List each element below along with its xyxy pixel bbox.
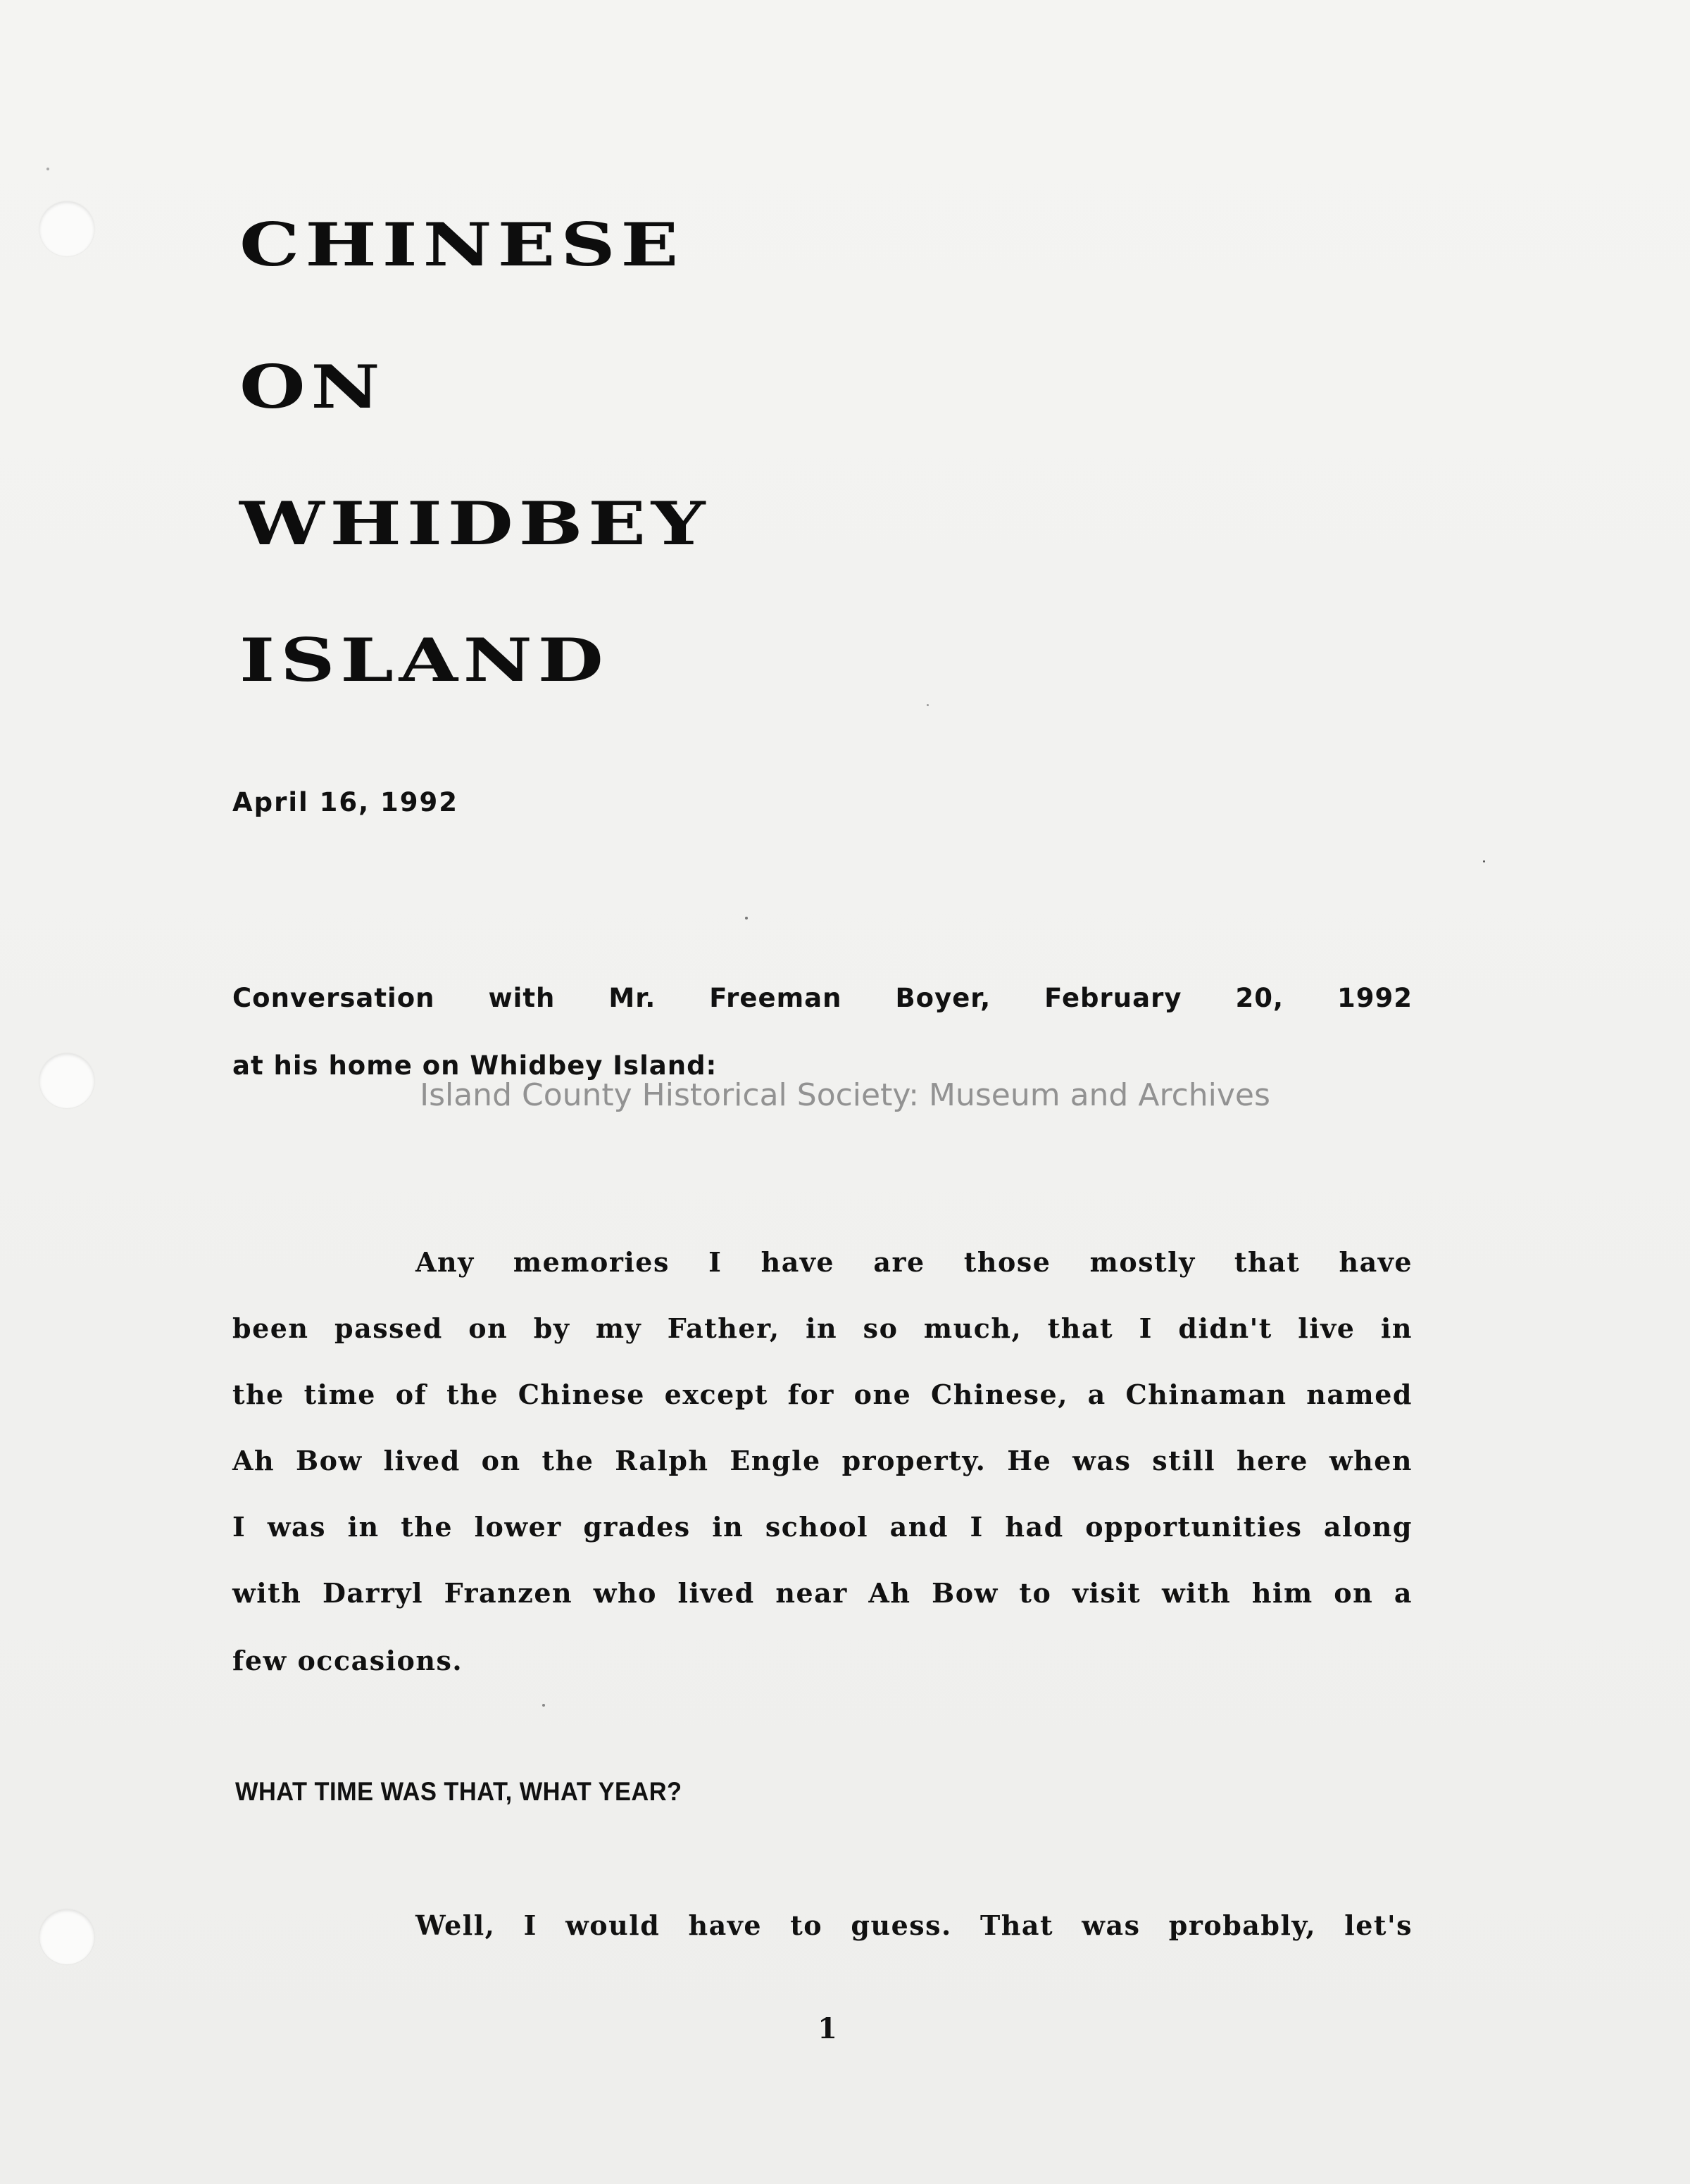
paragraph-1-line: the time of the Chinese except for one Chinese, a Chinaman named bbox=[232, 1379, 1413, 1410]
page-number: 1 bbox=[818, 2012, 837, 2045]
paragraph-1-line: with Darryl Franzen who lived near Ah Bow to visit with him on a bbox=[232, 1577, 1413, 1609]
paragraph-1-line: Ah Bow lived on the Ralph Engle property. He was still here when bbox=[232, 1445, 1413, 1476]
conversation-heading-line-1: Conversation with Mr. Freeman Boyer, February 20, 1992 bbox=[232, 983, 1413, 1013]
interview-question: WHAT TIME WAS THAT, WHAT YEAR? bbox=[235, 1777, 682, 1806]
paper-speck bbox=[927, 704, 929, 706]
punch-hole bbox=[39, 1909, 94, 1964]
paper-speck bbox=[1483, 860, 1485, 862]
document-date: April 16, 1992 bbox=[232, 787, 459, 817]
punch-hole bbox=[39, 201, 94, 256]
paragraph-1-line: I was in the lower grades in school and I had opportunities along bbox=[232, 1511, 1413, 1543]
title-line-1: CHINESE bbox=[239, 210, 684, 280]
paper-speck bbox=[542, 1704, 545, 1707]
paragraph-1-line: few occasions. bbox=[232, 1645, 463, 1676]
conversation-heading-line-2: at his home on Whidbey Island: bbox=[232, 1050, 718, 1081]
title-line-4: ISLAND bbox=[239, 625, 609, 695]
paragraph-2-line: Well, I would have to guess. That was probably, let's bbox=[415, 1909, 1413, 1941]
paragraph-1-line: Any memories I have are those mostly that have bbox=[415, 1246, 1413, 1278]
title-line-2: ON bbox=[239, 352, 386, 422]
paragraph-1-line: been passed on by my Father, in so much, that I didn't live in bbox=[232, 1312, 1413, 1344]
archive-watermark: Island County Historical Society: Museum and Archives bbox=[420, 1077, 1270, 1113]
title-line-3: WHIDBEY bbox=[239, 489, 711, 558]
paper-speck bbox=[745, 917, 748, 920]
paper-speck bbox=[46, 168, 49, 170]
